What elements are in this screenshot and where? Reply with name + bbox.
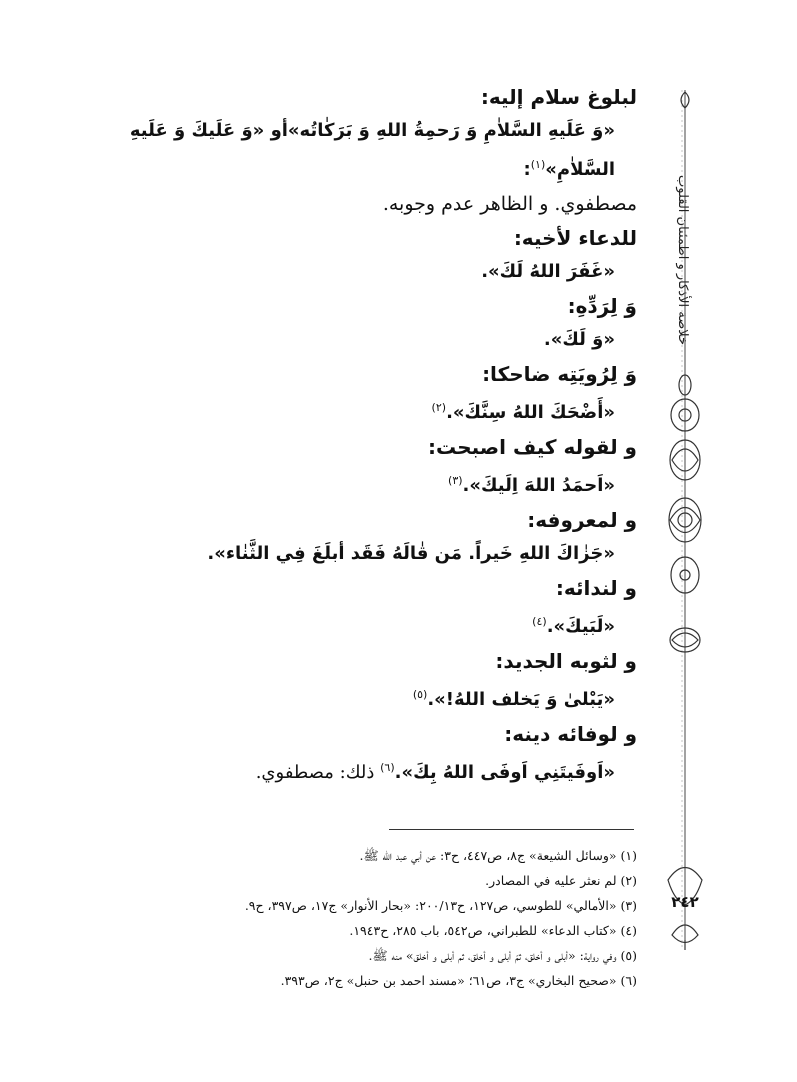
dua-line — [117, 751, 637, 790]
section-heading: للدعاء لأخيه: — [513, 226, 637, 250]
footnote: (٢) لم نعثر عليه في المصادر. — [485, 873, 637, 888]
page-content — [117, 80, 637, 790]
footnote-ref: (٦) — [380, 761, 395, 774]
dua-text: «أَضْحَكَ اللهُ سِنَّكَ». — [446, 402, 615, 423]
dua-text: «وَ عَلَيهِ السَّلاٰمِ وَ رَحمِةُ اللهِ وَ بَرَكٰاتُه»أو «وَ عَلَيكَ وَ عَلَيهِ السَّلاٰمِ» — [129, 120, 615, 180]
body-text: مصطفوي. و الظاهر عدم وجوبه. — [382, 193, 637, 215]
footnote: (٦) «صحيح البخاري» ج٣، ص٦١؛ «مسند احمد بن حنبل» ج٢، ص٣٩٣. — [280, 973, 637, 988]
dua-line — [117, 114, 637, 187]
section-heading: و لوفائه دينه: — [504, 722, 637, 746]
footnote-ref: (١) — [530, 158, 546, 171]
footnotes — [77, 843, 637, 993]
footnote-ref: (٤) — [532, 615, 547, 628]
footnote-ref: (٥) — [412, 688, 428, 701]
section-heading: وَ لِرَدِّهِ: — [567, 294, 637, 318]
page-number: ٢٤٢ — [671, 893, 699, 911]
dua-line — [117, 537, 637, 571]
section-heading: وَ لِرُويَتِه ضاحكا: — [482, 362, 637, 386]
dua-line — [117, 678, 637, 717]
dua-text: «اَوفَيتَنِي اَوفَى اللهُ بِكَ». — [394, 762, 615, 783]
section-heading: و لثوبه الجديد: — [495, 649, 637, 673]
dua-text: «اَحمَدُ اللهَ اِلَيكَ». — [462, 475, 615, 496]
dua-text: «جَزٰاكَ اللهِ خَيراً. مَن قٰالَهُ فَقَد أبلَغَ فِي الثَّنٰاء». — [207, 543, 615, 564]
footnote: (٤) «كتاب الدعاء» للطبراني، ص٥٤٢، باب ٢٨٥، ح١٩٤٣. — [349, 923, 637, 938]
dua-text: «غَفَرَ اللهُ لَكَ». — [481, 261, 615, 282]
dua-text: «وَ لَكَ». — [543, 329, 615, 350]
dua-text: «لَبَيكَ». — [546, 616, 615, 637]
footnote: (٣) «الأمالي» للطوسي، ص١٢٧، ح٢٠٠/١٣: «بحار الأنوار» ج١٧، ص٣٩٧، ح٩. — [244, 898, 637, 913]
dua-line — [117, 605, 637, 644]
footnote-ref: (٢) — [431, 401, 447, 414]
dua-line — [117, 391, 637, 430]
section-heading: و لمعروفه: — [527, 508, 637, 532]
dua-line — [117, 323, 637, 357]
dua-tail: : — [523, 159, 531, 180]
section-heading: و لقوله كيف اصبحت: — [428, 435, 637, 459]
footnote-ref: (٣) — [448, 474, 463, 487]
section-heading: لبلوغ سلام إليه: — [480, 85, 637, 109]
dua-line — [117, 255, 637, 289]
footnote: (٥) وفي رواية: «أبلى و أخلق، ثمّ أبلى و أخلق، ثم أبلى و أخلق» منه ﷺ. — [368, 948, 637, 963]
footnote-separator — [389, 829, 634, 830]
footnote: (١) «وسائل الشيعة» ج٨، ص٤٤٧، ح٣: عن أبي عبد الله ﷺ. — [359, 848, 637, 863]
section-heading: و لندائه: — [555, 576, 637, 600]
dua-text: «يَبْلىٰ وَ يَخلف اللهُ!». — [427, 689, 615, 710]
running-title: خلاصة الأذكار و اطمئنان القلوب — [675, 174, 690, 345]
dua-line — [117, 464, 637, 503]
dua-tail: ذلك: مصطفوي. — [255, 762, 381, 783]
